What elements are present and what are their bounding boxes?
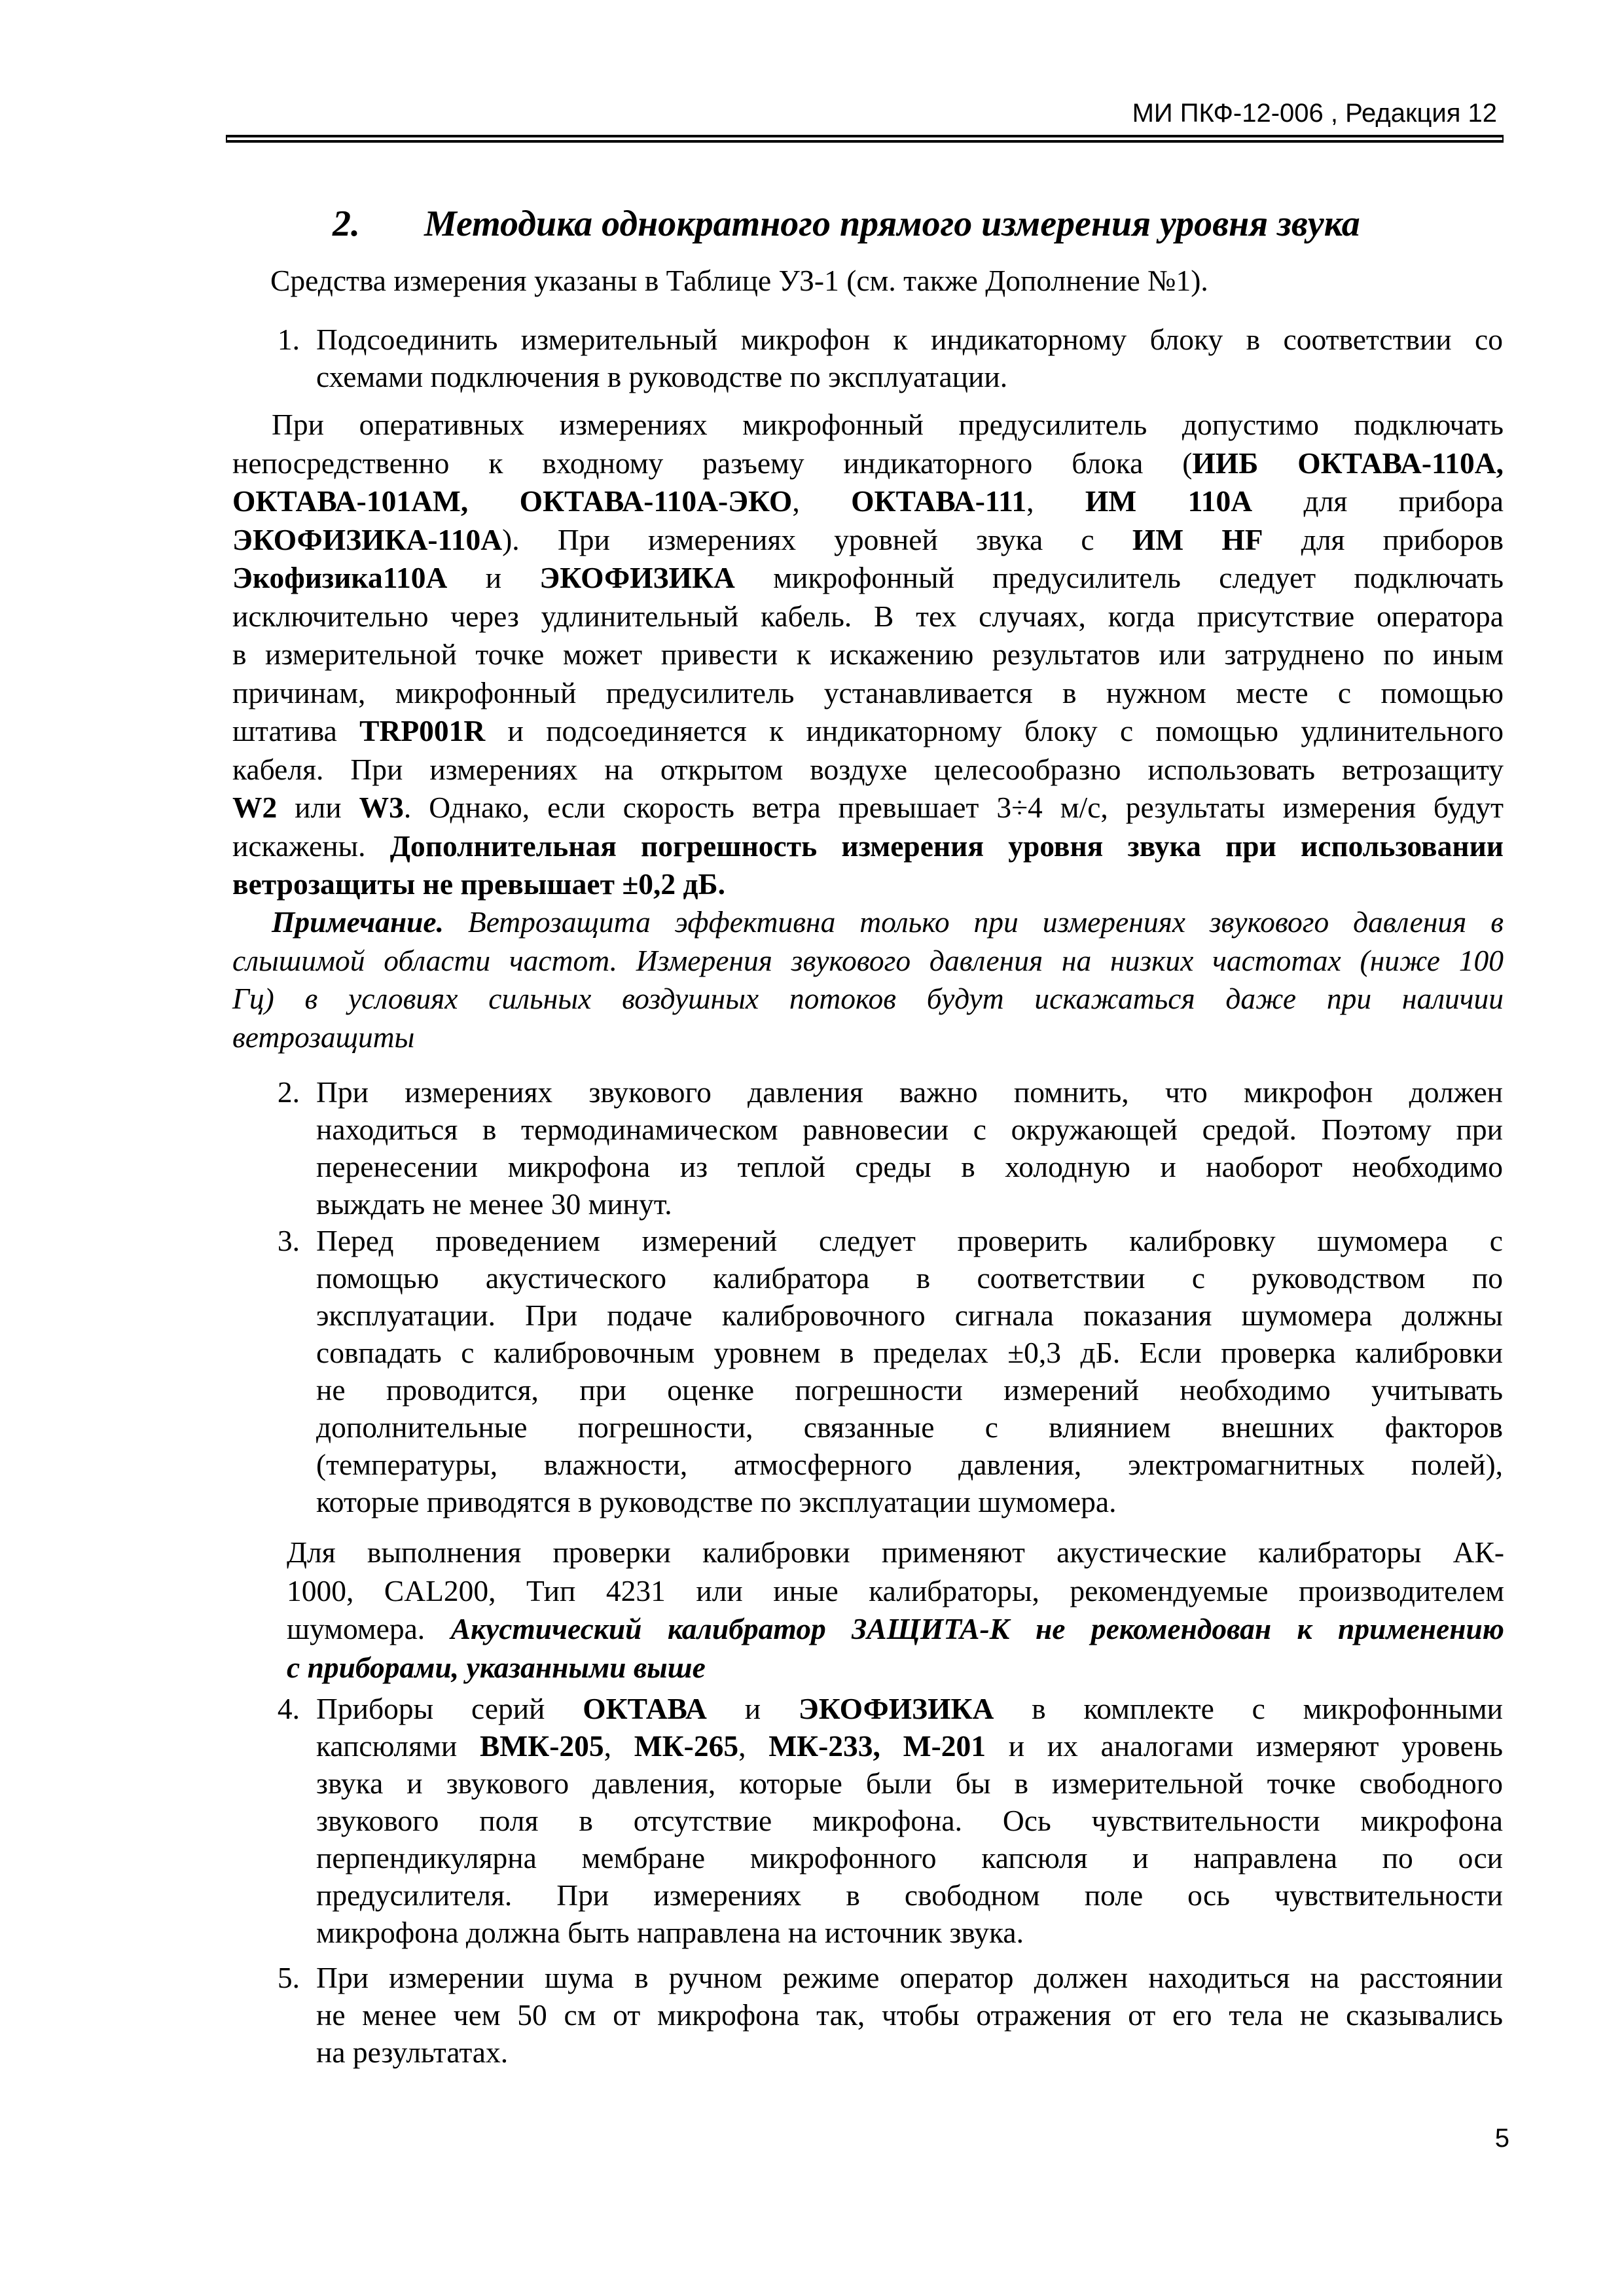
text-run: искажены. [232,829,366,863]
text-run: для приборов [1301,522,1504,556]
text-line [287,1610,1504,1649]
text-run: звука и звукового давления, которые были бы в измерительной точке свободного [316,1767,1503,1800]
text-run: W3 [359,791,404,824]
paragraph-calibrators [287,1534,1504,1687]
text-run: выждать не менее 30 минут. [316,1187,672,1221]
section-title: Методика однократного прямого измерения уровня звука [424,204,1360,244]
text-run: Акустический калибратор ЗАЩИТА-К не рекомендован к применению [450,1612,1505,1645]
text-run: ОКТАВА [583,1692,707,1725]
text-run: ЭКОФИЗИКА-110А [232,522,503,556]
text-run: 1000, CAL200, Тип 4231 или иные калибраторы, рекомендуемые производителем [287,1573,1504,1607]
intro-paragraph [270,262,1514,300]
text-run: ОКТАВА-110А-ЭКО [519,484,793,518]
text-run: , [604,1729,611,1763]
note-paragraph [232,903,1504,1056]
page-number: 5 [1494,2124,1509,2153]
text-run: При измерениях звукового давления важно помнить, что микрофон должен [316,1075,1503,1109]
text-run: шумомера. [287,1612,425,1645]
text-line [316,1690,1503,1727]
text-run: слышимой области частот. Измерения звукового давления на низких частотах (ниже 100 [232,943,1504,977]
text-run: штатива [232,714,337,747]
text-line [287,1649,1504,1687]
list-marker: 5. [277,1961,300,1994]
text-run: ветрозащиты [232,1020,415,1054]
text-run: Перед проведением измерений следует проверить калибровку шумомера с [316,1224,1503,1257]
text-run: Подсоединить измерительный микрофон к индикаторному блоку в соответствии со [316,323,1503,356]
text-run: с приборами, указанными выше [287,1650,706,1684]
text-run: Экофизика110А [232,561,448,594]
text-run: и [485,561,502,594]
text-run: предусилителя. При измерениях в свободном поле ось чувствительности [316,1878,1503,1912]
text-run: микрофонный предусилитель следует подключать [773,561,1504,594]
text-run: МК-233, М-201 [768,1729,986,1763]
text-line [232,789,1504,827]
text-line [232,865,1504,904]
text-run: ). При измерениях уровней звука с [502,522,1094,556]
text-run: звукового поля в отсутствие микрофона. Ось чувствительности микрофона [316,1804,1503,1837]
text-run: При измерении шума в ручном режиме оператор должен находиться на расстоянии [316,1961,1503,1994]
text-run: схемами подключения в руководстве по эксплуатации. [316,360,1008,393]
note-label: Примечание. [272,905,444,939]
text-run: , [1026,484,1034,518]
text-line [232,559,1504,598]
text-run: не менее чем 50 см от микрофона так, чтобы отражения от его тела не сказывались [316,1998,1503,2032]
text-run: (температуры, влажности, атмосферного давления, электромагнитных полей), [316,1448,1503,1481]
page-header [226,90,1504,137]
text-run: дополнительные погрешности, связанные с влиянием внешних факторов [316,1410,1503,1444]
text-run: исключительно через удлинительный кабель. В тех случаях, когда присутствие оператора [232,599,1504,633]
text-run: находиться в термодинамическом равновесии с окружающей средой. Поэтому при [316,1113,1503,1146]
text-run: Дополнительная погрешность измерения уровня звука при использовании [389,829,1504,863]
text-run: совпадать с калибровочным уровнем в пределах ±0,3 дБ. Если проверка калибровки [316,1336,1503,1369]
text-run: ВМК-205 [479,1729,604,1763]
text-run: TRP001R [359,714,486,747]
text-line [232,482,1504,521]
text-run: , [792,484,800,518]
text-run: Гц) в условиях сильных воздушных потоков будут искажаться даже при наличии [232,982,1504,1015]
text-run: Приборы серий [316,1692,545,1725]
text-run: или [295,791,342,824]
text-run: на результатах. [316,2036,509,2069]
text-run: Ветрозащита эффективна только при измерениях звукового давления в [467,905,1504,939]
text-run: перпендикулярна мембране микрофонного капсюля и направлена по оси [316,1841,1503,1874]
list-marker: 2. [277,1075,300,1109]
text-run: перенесении микрофона из теплой среды в холодную и наоборот необходимо [316,1150,1503,1183]
text-run: непосредственно к входному разъему индикаторного блока ( [232,446,1193,480]
text-run: ИМ 110А [1085,484,1253,518]
text-run: ветрозащиты не превышает ±0,2 дБ. [232,867,726,901]
text-run: микрофона должна быть направлена на источник звука. [316,1916,1024,1949]
text-run: , [738,1729,746,1763]
text-run: W2 [232,791,278,824]
text-line [316,1727,1503,1765]
text-run: . Однако, если скорость ветра превышает 3÷4 м/с, результаты измерения будут [403,791,1504,824]
text-line [232,521,1504,560]
list-marker: 3. [277,1224,300,1257]
text-run: ЭКОФИЗИКА [798,1692,994,1725]
text-run: ИМ HF [1132,522,1263,556]
paragraph-connection [232,406,1504,904]
text-run: ЭКОФИЗИКА [539,561,735,594]
text-run: и подсоединяется к индикаторному блоку с помощью удлинительного [507,714,1504,747]
text-line [232,827,1504,866]
list-marker: 1. [277,323,300,356]
text-run: помощью акустического калибратора в соответствии с руководством по [316,1261,1503,1295]
text-run: ОКТАВА-111 [851,484,1027,518]
text-run: в комплекте с микрофонными [1032,1692,1504,1725]
document-id: МИ ПКФ-12-006 , Редакция 12 [1132,99,1497,128]
text-run: которые приводятся в руководстве по эксплуатации шумомера. [316,1485,1117,1518]
text-run: Средства измерения указаны в Таблице УЗ-1 (см. также Дополнение №1). [270,264,1208,297]
text-run: При оперативных измерениях микрофонный предусилитель допустимо подключать [272,408,1504,441]
text-run: в измерительной точке может привести к искажению результатов или затруднено по иным [232,637,1504,671]
text-run: ОКТАВА-101АМ, [232,484,469,518]
list-marker: 4. [277,1692,300,1725]
section-heading [333,203,1360,255]
text-run: кабеля. При измерениях на открытом воздухе целесообразно использовать ветрозащиту [232,752,1504,786]
text-run: эксплуатации. При подаче калибровочного сигнала показания шумомера должны [316,1299,1503,1332]
section-number: 2. [333,204,360,244]
text-line [232,444,1504,483]
text-run: не проводится, при оценке погрешности измерений необходимо учитывать [316,1373,1503,1407]
text-line [232,712,1504,751]
text-run: причинам, микрофонный предусилитель устанавливается в нужном месте с помощью [232,675,1504,709]
text-run: и их аналогами измеряют уровень [1008,1729,1504,1763]
text-run: ИИБ ОКТАВА-110А, [1192,446,1504,480]
text-run: МК-265 [634,1729,739,1763]
text-run: Для выполнения проверки калибровки применяют акустические калибраторы АК- [287,1535,1504,1569]
text-run: капсюлями [316,1729,458,1763]
text-run: для прибора [1303,484,1504,518]
text-run: и [744,1692,761,1725]
text-line [232,903,1504,942]
